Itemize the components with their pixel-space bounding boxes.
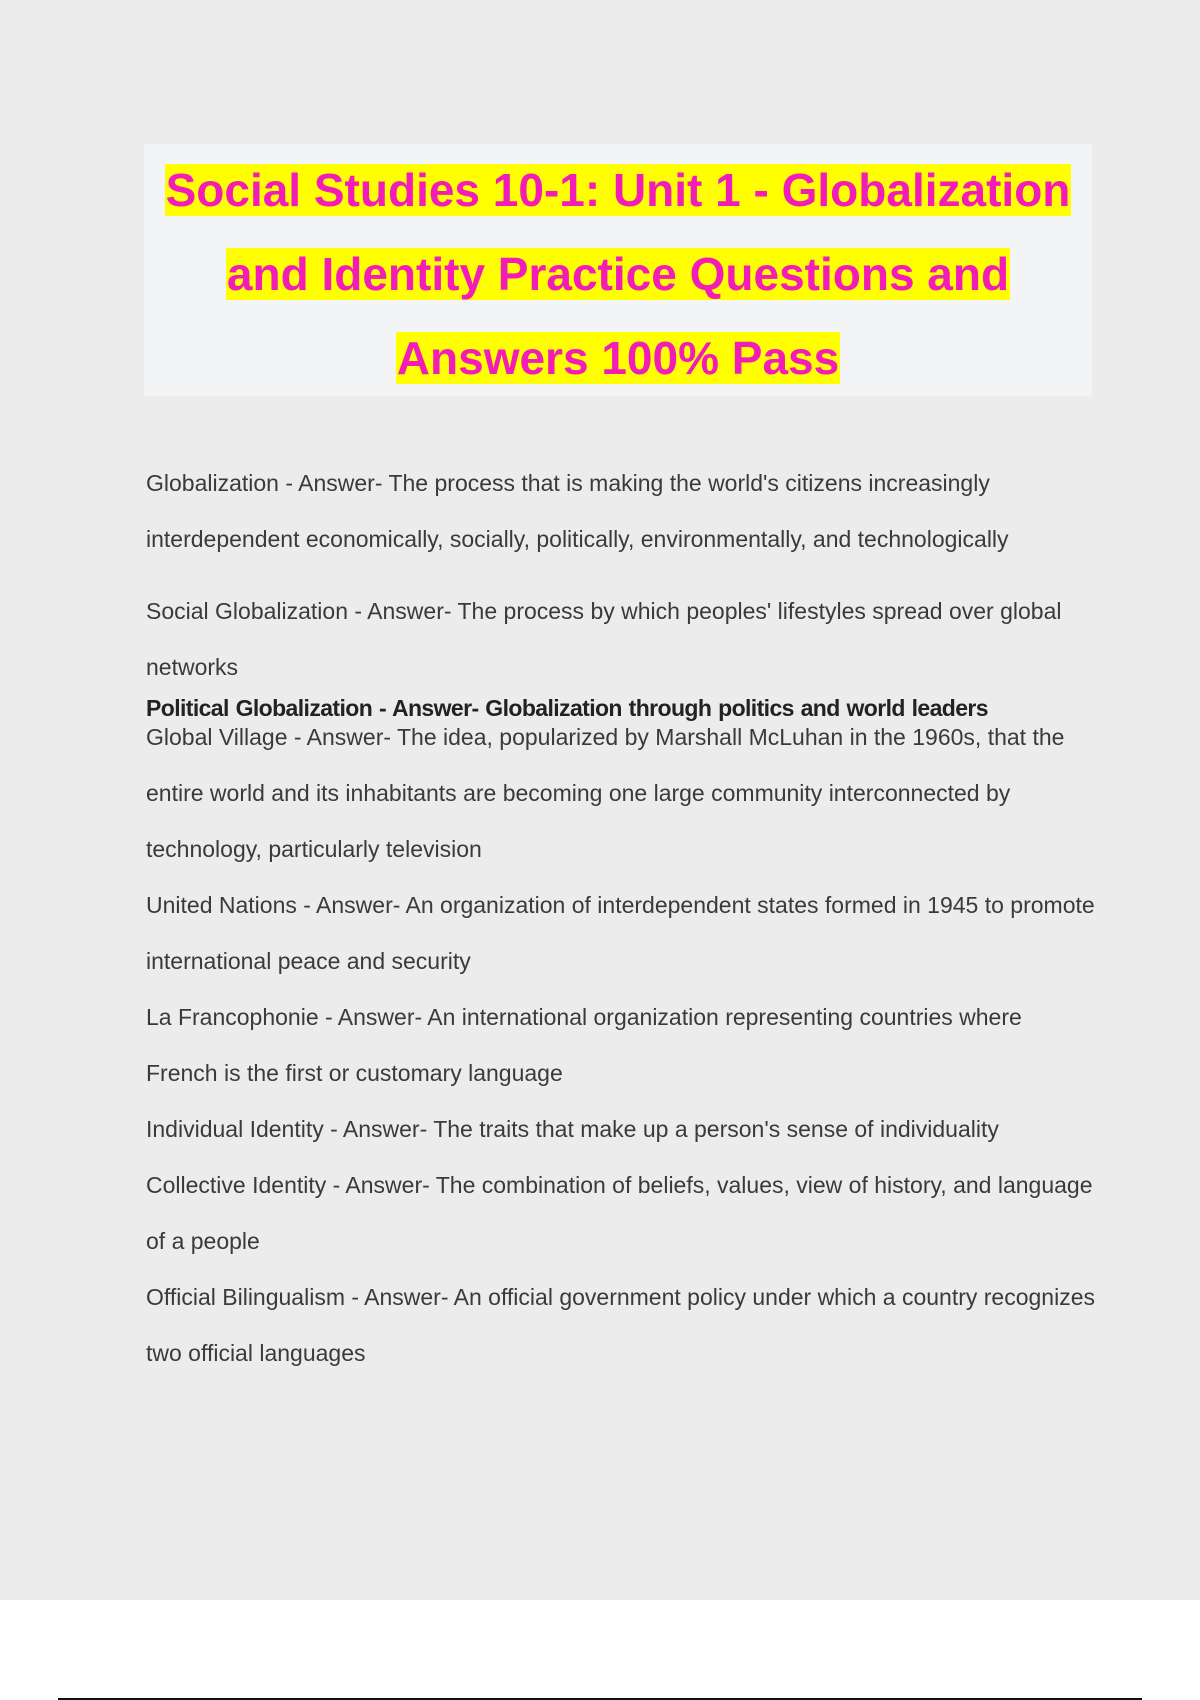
qa-entry-individual-identity: Individual Identity - Answer- The traits that make up a person's sense of individuality [146, 1116, 999, 1142]
qa-entry-collective-identity: Collective Identity - Answer- The combination of beliefs, values, view of history, and language of a people [146, 1172, 1093, 1254]
qa-entry-globalization: Globalization - Answer- The process that is making the world's citizens increasingly interdependent economically, socially, politically, environmentally, and technologically [146, 470, 1009, 552]
title-line-1: Social Studies 10-1: Unit 1 - Globalization [165, 164, 1071, 216]
qa-entry-official-bilingualism: Official Bilingualism - Answer- An official government policy under which a country recognizes two official languages [146, 1284, 1095, 1366]
qa-list [146, 455, 1096, 1381]
document-title [144, 144, 1092, 400]
qa-entry-la-francophonie: La Francophonie - Answer- An international organization representing countries where French is the first or customary language [146, 1004, 1022, 1086]
qa-entry-political-globalization: Political Globalization - Answer- Globalization through politics and world leaders [146, 695, 988, 721]
title-block [144, 144, 1092, 396]
qa-entry-social-globalization: Social Globalization - Answer- The process by which peoples' lifestyles spread over global networks [146, 598, 1062, 680]
qa-entry-united-nations: United Nations - Answer- An organization of interdependent states formed in 1945 to promote international peace and security [146, 892, 1095, 974]
title-line-2: and Identity Practice Questions and [226, 248, 1010, 300]
qa-entry-global-village: Global Village - Answer- The idea, popularized by Marshall McLuhan in the 1960s, that the entire world and its inhabitants are becoming one large community interconnected by technology, particularly television [146, 724, 1065, 862]
title-line-3: Answers 100% Pass [396, 332, 840, 384]
